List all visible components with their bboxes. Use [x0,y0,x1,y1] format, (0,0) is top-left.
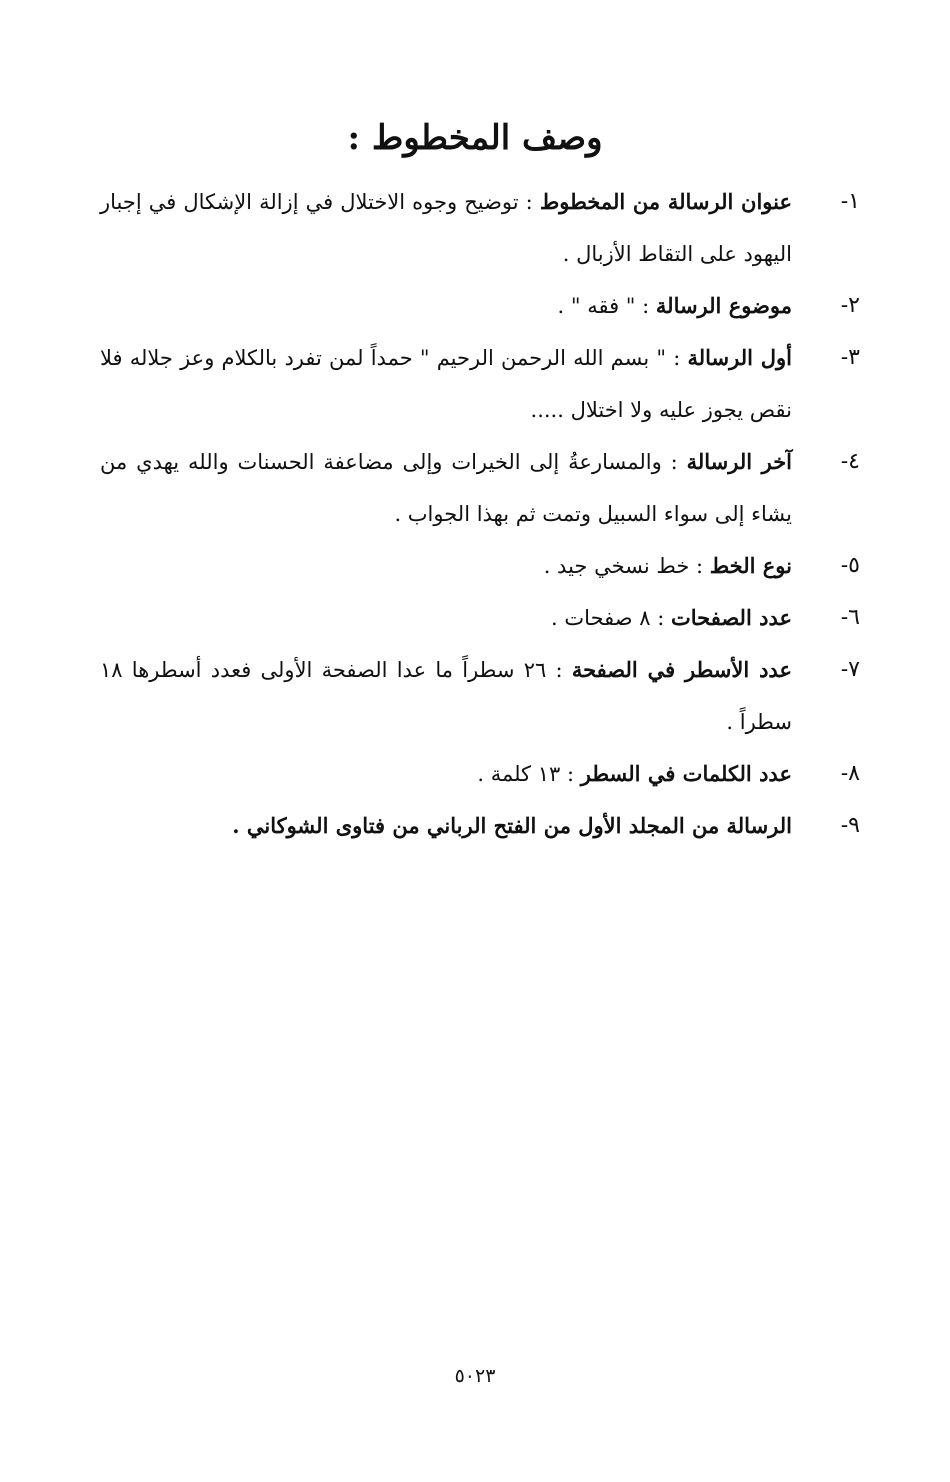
list-item [100,800,860,852]
item-text [100,644,792,748]
item-text [100,176,792,280]
item-number: ٨- [840,761,860,786]
item-value: : توضيح وجوه الاختلال في إزالة الإشكال في إجبار اليهود على التقاط الأزبال . [100,190,792,266]
item-label: عدد الكلمات في السطر [580,761,792,786]
list-item [100,436,860,540]
item-label: أول الرسالة [687,345,792,370]
list-item [100,280,860,332]
item-text [100,332,792,436]
item-label: عدد الأسطر في الصفحة [571,657,792,682]
item-value: : ٨ صفحات . [551,606,671,630]
item-value: : " فقه " . [557,294,656,318]
item-number: ٥- [840,553,860,578]
item-label: موضوع الرسالة [655,293,792,318]
list-item [100,332,860,436]
item-number: ١- [840,189,860,214]
item-value: : ١٣ كلمة . [477,762,581,786]
list-item [100,592,860,644]
list-item [100,540,860,592]
item-label: نوع الخط [709,553,792,578]
list-item [100,644,860,748]
item-number: ٢- [840,293,860,318]
item-text [100,436,792,540]
item-label: عدد الصفحات [670,605,792,630]
item-number: ٦- [840,605,860,630]
item-number: ٩- [840,813,860,838]
list-item [100,748,860,800]
item-label: آخر الرسالة [686,449,793,474]
item-number: ٤- [840,449,860,474]
item-label: الرسالة من المجلد الأول من الفتح الرباني من فتاوى الشوكاني . [232,813,792,838]
item-text [100,592,792,644]
item-value: : خط نسخي جيد . [543,554,710,578]
item-value: : ٢٦ سطراً ما عدا الصفحة الأولى فعدد أسطرها ١٨ سطراً . [100,658,792,734]
description-list [100,176,860,852]
item-text [100,280,792,332]
item-text [100,540,792,592]
page-title: وصف المخطوط : [347,118,603,158]
page-number: ٥٠٢٣ [454,1365,496,1387]
item-text [100,800,792,852]
item-value: : والمسارعةُ إلى الخيرات وإلى مضاعفة الحسنات والله يهدي من يشاء إلى سواء السبيل وتمت ثم بهذا الجواب . [100,450,792,526]
item-number: ٣- [840,345,860,370]
item-value: : " بسم الله الرحمن الرحيم " حمداً لمن تفرد بالكلام وعز جلاله فلا نقص يجوز عليه ولا اختلال ..... [100,346,792,422]
item-number: ٧- [840,657,860,682]
item-text [100,748,792,800]
list-item [100,176,860,280]
item-label: عنوان الرسالة من المخطوط [539,189,792,214]
